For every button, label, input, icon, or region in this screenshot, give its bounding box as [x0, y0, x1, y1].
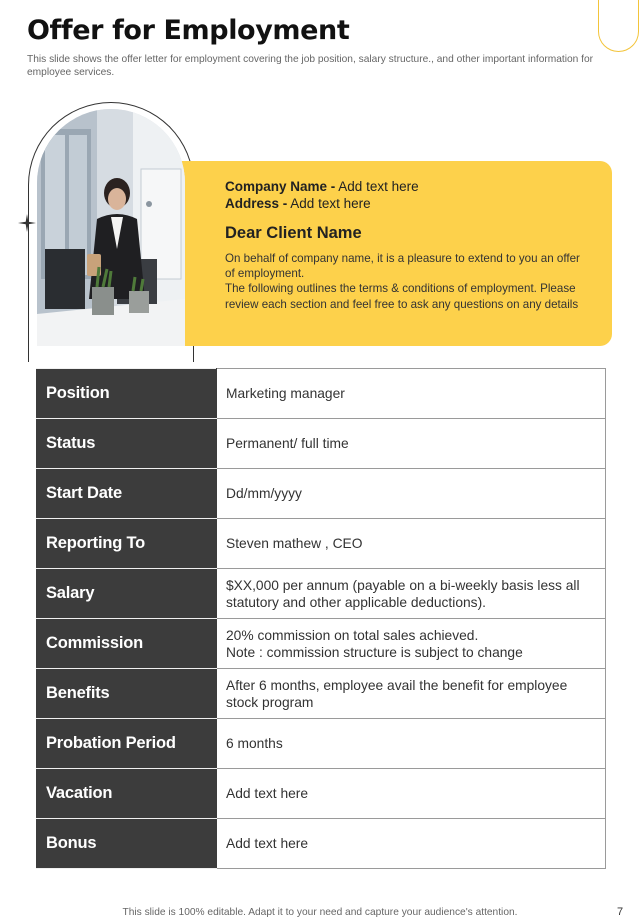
row-label: Start Date — [37, 469, 217, 519]
body-paragraph: On behalf of company name, it is a pleasure to extend to you an offer of employment. — [225, 252, 580, 281]
company-name-label: Company Name - — [225, 179, 336, 194]
sparkle-icon-left — [18, 214, 36, 232]
row-value-line: 20% commission on total sales achieved. — [226, 627, 479, 643]
address-line — [225, 195, 585, 212]
table-row — [37, 519, 606, 569]
company-name-value: Add text here — [338, 179, 419, 194]
address-label: Address - — [225, 196, 288, 211]
corner-decoration — [598, 0, 639, 52]
address-value: Add text here — [290, 196, 371, 211]
row-value — [217, 619, 606, 669]
row-value: Steven mathew , CEO — [217, 519, 606, 569]
row-label: Benefits — [37, 669, 217, 719]
row-label: Bonus — [37, 819, 217, 869]
row-value: Add text here — [217, 819, 606, 869]
row-value-line: Note : commission structure is subject to change — [226, 644, 523, 660]
row-value: $XX,000 per annum (payable on a bi-weekly basis less all statutory and other applicable deductions). — [217, 569, 606, 619]
table-row — [37, 469, 606, 519]
row-label: Salary — [37, 569, 217, 619]
employee-photo — [37, 109, 185, 346]
offer-details-table — [36, 368, 606, 869]
table-row — [37, 369, 606, 419]
row-label: Position — [37, 369, 217, 419]
company-name-line — [225, 178, 585, 195]
greeting: Dear Client Name — [225, 224, 362, 242]
page-subtitle: This slide shows the offer letter for employment covering the job position, salary structure., and other important information for employee services. — [27, 54, 594, 78]
row-label: Commission — [37, 619, 217, 669]
row-value: Dd/mm/yyyy — [217, 469, 606, 519]
letter-body — [225, 251, 585, 312]
row-label: Reporting To — [37, 519, 217, 569]
row-label: Status — [37, 419, 217, 469]
page-number: 7 — [617, 906, 624, 918]
row-value: After 6 months, employee avail the benefit for employee stock program — [217, 669, 606, 719]
row-value: Marketing manager — [217, 369, 606, 419]
row-value: Add text here — [217, 769, 606, 819]
table-row — [37, 569, 606, 619]
row-value: Permanent/ full time — [217, 419, 606, 469]
body-paragraph: The following outlines the terms & conditions of employment. Please review each section and feel free to ask any questions on any details — [225, 282, 579, 311]
letter-content — [225, 178, 585, 312]
row-value: 6 months — [217, 719, 606, 769]
table-row — [37, 619, 606, 669]
page-title: Offer for Employment — [27, 15, 350, 46]
table-row — [37, 769, 606, 819]
table-row — [37, 419, 606, 469]
table-row — [37, 669, 606, 719]
row-label: Vacation — [37, 769, 217, 819]
footer-note: This slide is 100% editable. Adapt it to your need and capture your audience's attention. — [122, 907, 518, 918]
row-label: Probation Period — [37, 719, 217, 769]
table-row — [37, 719, 606, 769]
table-row — [37, 819, 606, 869]
